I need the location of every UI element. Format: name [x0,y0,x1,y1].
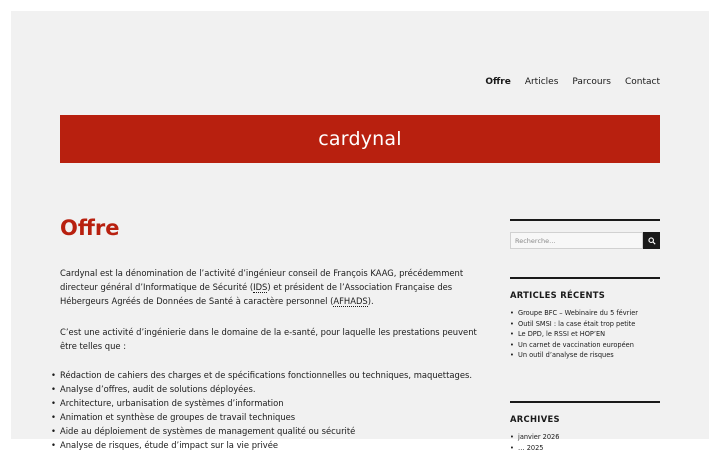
intro-paragraph [60,266,480,308]
nav-item-contact[interactable]: Contact [624,77,660,87]
site-banner[interactable] [60,115,660,163]
sidebar [510,219,660,452]
list-item [518,350,660,361]
archives-list [510,432,660,453]
recent-post-link[interactable]: Groupe BFC – Webinaire du 5 février [518,309,638,317]
list-item: • Analyse d’offres, audit de solutions déployées. [60,382,480,396]
abbr-afhads: AFHADS [333,296,368,306]
recent-posts-list [510,308,660,361]
list-item: • Aide au déploiement de systèmes de management qualité ou sécurité [60,424,480,438]
archive-link[interactable]: janvier 2026 [518,433,560,441]
recent-posts-widget [510,277,660,361]
list-item [518,329,660,340]
site-title[interactable]: cardynal [318,128,402,150]
activity-paragraph: C’est une activité d’ingénierie dans le domaine de la e-santé, pour laquelle les prestations peuvent être telles que : [60,327,477,351]
intro-text-2: ) et président de l’Association Française des Hébergeurs Agréés de Données de Santé à caractère personnel ( [60,282,453,306]
page-frame [11,11,709,452]
recent-post-link[interactable]: Le DPD, le RSSI et HOP’EN [518,330,606,339]
archives-widget [510,401,660,453]
list-item [518,340,660,351]
services-list [51,368,480,452]
recent-post-link[interactable]: Un outil d’analyse de risques [518,351,614,360]
intro-text-3: ). [367,296,374,306]
list-item [518,443,660,453]
nav-item-parcours[interactable]: Parcours [572,77,611,87]
list-item: • Analyse de risques, étude d’impact sur la vie privée [60,438,480,452]
recent-post-link[interactable]: Outil SMSI : la case était trop petite [518,319,636,328]
search-button[interactable] [643,232,660,249]
list-item: • Rédaction de cahiers des charges et de spécifications fonctionnelles ou techniques, maquettages. [60,368,480,382]
main-nav [485,77,660,87]
widget-divider [510,219,660,221]
list-item [518,308,660,319]
list-item: • Architecture, urbanisation de systèmes d’information [60,396,480,410]
search-input[interactable] [510,232,643,249]
recent-post-link[interactable]: Un carnet de vaccination européen [518,340,634,349]
nav-item-articles[interactable]: Articles [524,77,559,87]
recent-posts-title: ARTICLES RÉCENTS [510,290,606,300]
search-icon [648,237,656,245]
widget-divider [510,401,660,403]
main-content [60,216,480,450]
list-item: • Animation et synthèse de groupes de travail techniques [60,410,480,424]
list-item [518,319,660,330]
list-item [518,432,660,443]
archive-link[interactable]: … 2025 [518,443,544,452]
page-title: Offre [60,216,120,240]
nav-item-offre[interactable]: Offre [485,77,511,87]
search-form [510,232,660,249]
archives-title: ARCHIVES [510,414,560,424]
abbr-ids: IDS [253,282,268,292]
intro-text-1: Cardynal est la dénomination de l’activité d’ingénieur conseil de François KAAG, précédemment directeur général d’Informatique de Sécurité ( [60,268,464,292]
widget-divider [510,277,660,279]
